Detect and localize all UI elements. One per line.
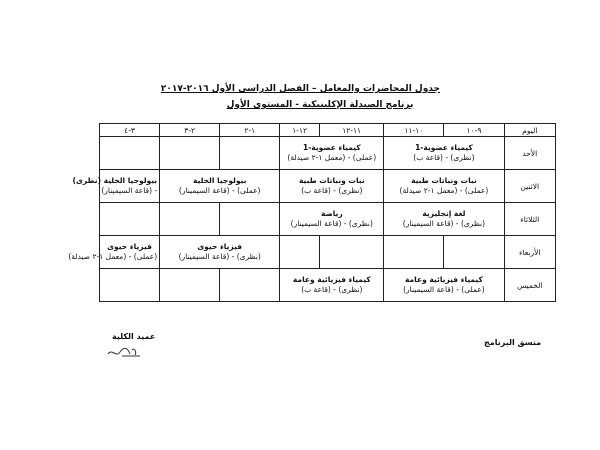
- day-cell: الاثنين: [504, 170, 556, 203]
- course-name: فيزياء حيوى: [197, 242, 243, 251]
- empty-cell: [220, 137, 280, 170]
- column-header-slot: ٩-١٠: [444, 124, 504, 137]
- day-cell: الأحد: [504, 137, 556, 170]
- lecture-cell: [384, 203, 504, 236]
- course-name: كيمياء فيزيائية وعامة: [292, 275, 371, 284]
- table-row: [100, 170, 556, 203]
- day-cell: الخميس: [504, 269, 556, 302]
- column-header-slot: ١-٢: [220, 124, 280, 137]
- empty-cell: [160, 269, 220, 302]
- empty-cell: [160, 137, 220, 170]
- course-location: (نظرى) - (قاعة ب): [301, 186, 363, 195]
- column-header-slot: ١١-١٢: [319, 124, 383, 137]
- empty-cell: [280, 236, 320, 269]
- course-location: (نظرى) - (قاعة السيمينار): [402, 219, 486, 228]
- course-location: (نظرى) - (قاعة السيمينار): [178, 252, 261, 261]
- empty-cell: [100, 203, 160, 236]
- lecture-cell: [160, 170, 280, 203]
- lecture-cell: [384, 137, 504, 170]
- empty-cell: [384, 236, 444, 269]
- lecture-cell: [280, 137, 384, 170]
- course-name: كيمياء فيزيائية وعامة: [404, 275, 483, 284]
- course-name: رياضة: [320, 209, 343, 218]
- column-header-slot: ٢-٣: [160, 124, 220, 137]
- course-name: فيزياء حيوى: [107, 242, 152, 251]
- course-location: (نظرى) - (قاعة ب): [301, 285, 363, 294]
- lecture-cell: [280, 269, 384, 302]
- table-row: [100, 269, 556, 302]
- lecture-cell: [160, 236, 280, 269]
- day-cell: الأربعاء: [504, 236, 556, 269]
- course-name: كيمياء عضوية-1: [415, 143, 473, 152]
- course-location: (عملى) - (قاعة السيمينار): [178, 186, 261, 195]
- empty-cell: [444, 236, 504, 269]
- dean-signature: [104, 344, 144, 360]
- header-row: [100, 124, 556, 137]
- table-row: [100, 236, 556, 269]
- column-header-slot: ١٠-١١: [384, 124, 444, 137]
- lecture-cell: [384, 269, 504, 302]
- course-name: بيولوجيا الخلية (نظرى): [72, 176, 158, 185]
- empty-cell: [319, 236, 383, 269]
- lecture-cell: [384, 170, 504, 203]
- schedule-table: [68, 123, 556, 302]
- course-location: (عملى) - (معمل ١-٢ صيدلة): [287, 153, 377, 162]
- empty-cell: [220, 269, 280, 302]
- course-name: كيمياء عضوية-1: [302, 143, 361, 152]
- column-header-slot: ٣-٤: [100, 124, 160, 137]
- course-location: (عملى) - (معمل ١-٢ صيدلة): [68, 252, 158, 261]
- course-location: (عملى) - (معمل ١-٢ صيدلة): [399, 186, 489, 195]
- column-header-day: اليوم: [504, 124, 556, 137]
- course-name: نبات ونباتات طبية: [411, 176, 477, 185]
- course-name: نبات ونباتات طبية: [298, 176, 365, 185]
- dean-label: عميد الكلية: [112, 332, 156, 341]
- table-row: [100, 137, 556, 170]
- course-location: (عملى) - (قاعة السيمينار): [403, 285, 485, 294]
- empty-cell: [100, 137, 160, 170]
- lecture-cell: [280, 170, 384, 203]
- program-coordinator-label: منسق البرنامج: [484, 338, 542, 347]
- lecture-cell: [72, 170, 160, 203]
- day-cell: الثلاثاء: [504, 203, 556, 236]
- course-name: بيولوجيا الخلية: [192, 176, 247, 185]
- table-row: [100, 203, 556, 236]
- program-subtitle: برنامج الصيدلة الإكلينيكية - المستوى الأول: [226, 100, 414, 110]
- lecture-cell: [280, 203, 384, 236]
- course-location: - (قاعة السيمينار): [101, 186, 158, 195]
- empty-cell: [220, 203, 280, 236]
- column-header-slot: ١٢-١: [280, 124, 320, 137]
- empty-cell: [100, 269, 160, 302]
- course-name: لغة إنجليزية: [422, 209, 466, 218]
- course-location: (نظرى) - (قاعة ب): [413, 153, 475, 162]
- lecture-cell: [68, 236, 160, 269]
- empty-cell: [160, 203, 220, 236]
- schedule-title: جدول المحاضرات والمعامل – الفصل الدراسى الأول ٢٠١٦-٢٠١٧: [160, 84, 440, 94]
- course-location: (نظرى) - (قاعة السيمينار): [290, 219, 373, 228]
